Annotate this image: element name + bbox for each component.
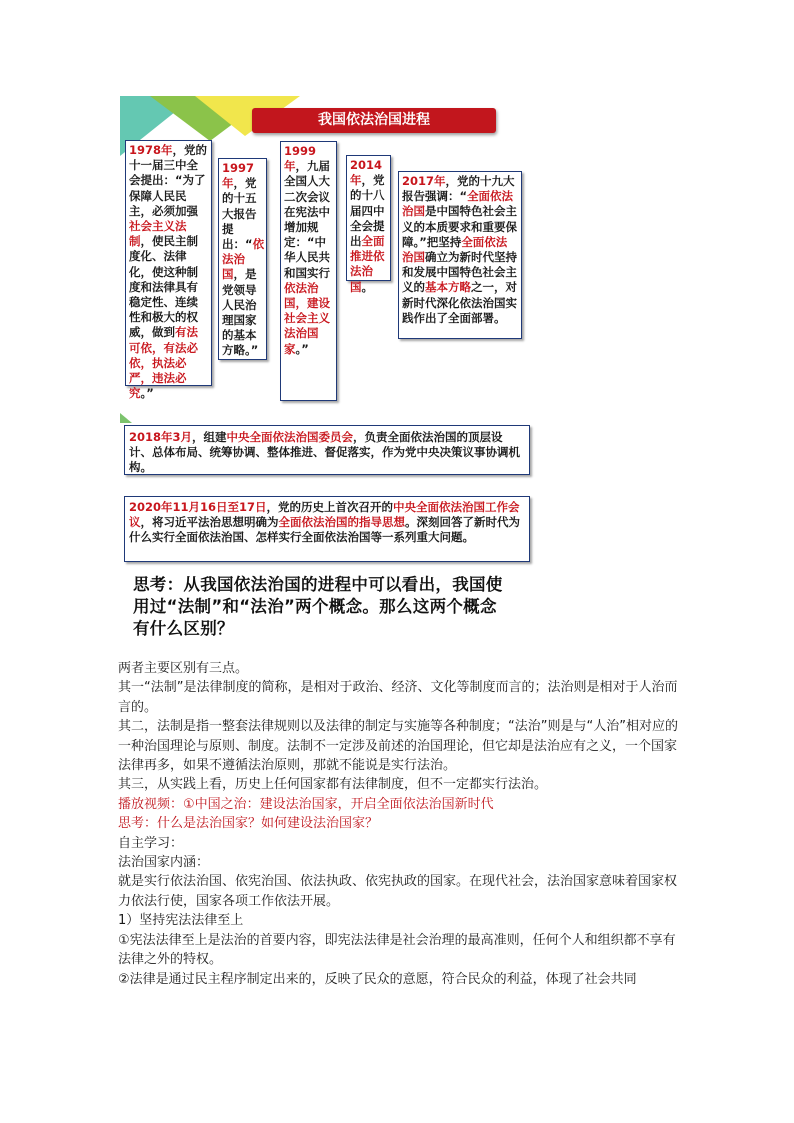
timeline-card-1978 [125, 140, 212, 401]
card-text: 之一，对新时代深化依法治国实践作出了全面部署。 [402, 280, 517, 325]
paragraph: 两者主要区别有三点。 [118, 661, 249, 676]
card-highlight: 全面依法治国的指导思想 [278, 515, 405, 530]
card-year: 1999年 [284, 144, 317, 174]
card-text: 。” [295, 341, 309, 356]
decor-triangle-small [120, 413, 132, 423]
card-year: 2020年11月16日至17日 [129, 500, 267, 514]
card-text: ，组建 [192, 430, 227, 444]
card-year: 2017年 [402, 174, 446, 188]
timeline-card-1999 [280, 141, 337, 401]
card-text: ，党的十一届三中全会提出：“为了保障人民民主，必须加强 [129, 143, 208, 218]
timeline-title-banner: 我国依法治国进程 [252, 108, 496, 133]
card-highlight: 基本方略 [425, 280, 471, 295]
card-text: ，党的历史上首次召开的 [266, 500, 394, 514]
card-text: 。 [361, 279, 373, 294]
card-highlight: 全面依法治国 [402, 234, 508, 265]
card-text: ，使民主制度化、法律化，使这种制度和法律具有稳定性、连续性和极大的权威，做到 [129, 234, 198, 340]
timeline-card-1997 [218, 158, 267, 360]
card-text: 确立为新时代坚持和发展中国特色社会主义的 [402, 250, 517, 295]
card-text: ，负责全面依法治国的顶层设计、总体布局、统筹协调、整体推进、督促落实，作为党中央决策议事协调机构。 [129, 430, 520, 475]
card-text: ，九届全国人大二次会议在宪法中增加规定：“中华人民共和国实行 [284, 159, 330, 280]
paragraph: 1）坚持宪法法律至上 [118, 913, 244, 929]
paragraph: ②法律是通过民主程序制定出来的，反映了民众的意愿，符合民众的利益，体现了社会共同 [118, 971, 637, 987]
card-text: ，党的十九大报告强调：“ [402, 174, 515, 204]
timeline-card-2020 [124, 496, 530, 562]
think-prompt: 思考：什么是法治国家？如何建设法治国家？ [118, 816, 379, 832]
card-year: 1997年 [222, 161, 255, 191]
paragraph: 法治国家内涵： [118, 855, 210, 871]
timeline-card-2014 [346, 155, 391, 294]
video-prompt: 播放视频：①中国之治：建设法治国家，开启全面依法治国新时代 [118, 796, 494, 812]
card-highlight: 全面依法治国 [402, 189, 514, 219]
body-text [118, 659, 678, 989]
card-text: 。深刻回答了新时代为什么实行全面依法治国、怎样实行全面依法治国等一系列重大问题。 [129, 515, 520, 545]
card-highlight: 中央全面依法治国委员会 [226, 430, 354, 444]
paragraph: ①宪法法律至上是法治的首要内容，即宪法法律是社会治理的最高准则，任何个人和组织都不享有法律之外的特权。 [118, 932, 676, 968]
card-year: 2014年 [350, 158, 383, 188]
paragraph: 就是实行依法治国、依宪治国、依法执政、依宪执政的国家。在现代社会，法治国家意味着国家权力依法行使，国家各项工作依法开展。 [118, 874, 678, 909]
paragraph: 其二，法制是指一整套法律规则以及法律的制定与实施等各种制度；“法治”则是与“人治”相对应的一种治国理论与原则、制度。法制不一定涉及前述的治国理论，但它却是法治应有之义，一个国家法律再多，如果不遵循法治原则，那就不能说是实行法治。 [118, 719, 678, 774]
card-highlight: 依法治国，建设社会主义法治国家 [284, 280, 330, 356]
think-question: 思考：从我国依法治国的进程中可以看出，我国使用过“法制”和“法治”两个概念。那么这两个概念有什么区别？ [133, 575, 503, 638]
card-highlight: 中央全面依法治国工作会议 [129, 500, 520, 530]
card-text: 。” [140, 386, 154, 401]
card-text: ，是党领导人民治理国家的基本方略。” [222, 267, 259, 358]
card-highlight: 社会主义法制 [129, 219, 187, 249]
card-highlight: 有法可依，有法必依，执法必严，违法必究 [129, 325, 198, 401]
card-highlight: 依法治国 [222, 237, 265, 282]
paragraph: 其三，从实践上看，历史上任何国家都有法律制度，但不一定都实行法治。 [118, 777, 548, 793]
card-text: ，将习近平法治思想明确为 [140, 515, 279, 530]
card-year: 2018年3月 [129, 430, 193, 444]
card-highlight: 全面推进依法治国 [350, 234, 385, 294]
card-text: 是中国特色社会主义的本质要求和重要保障。”把坚持 [402, 204, 517, 249]
card-year: 1978年 [129, 143, 173, 157]
timeline-card-2017 [398, 171, 522, 339]
paragraph: 其一“法制”是法律制度的简称，是相对于政治、经济、文化等制度而言的；法治则是相对于人治而言的。 [118, 680, 678, 715]
card-text: ，党的十八届四中全会提出 [350, 173, 385, 249]
paragraph: 自主学习： [118, 835, 184, 851]
card-text: ，党的十五大报告提出：“ [222, 176, 257, 252]
timeline-card-2018 [124, 425, 530, 475]
